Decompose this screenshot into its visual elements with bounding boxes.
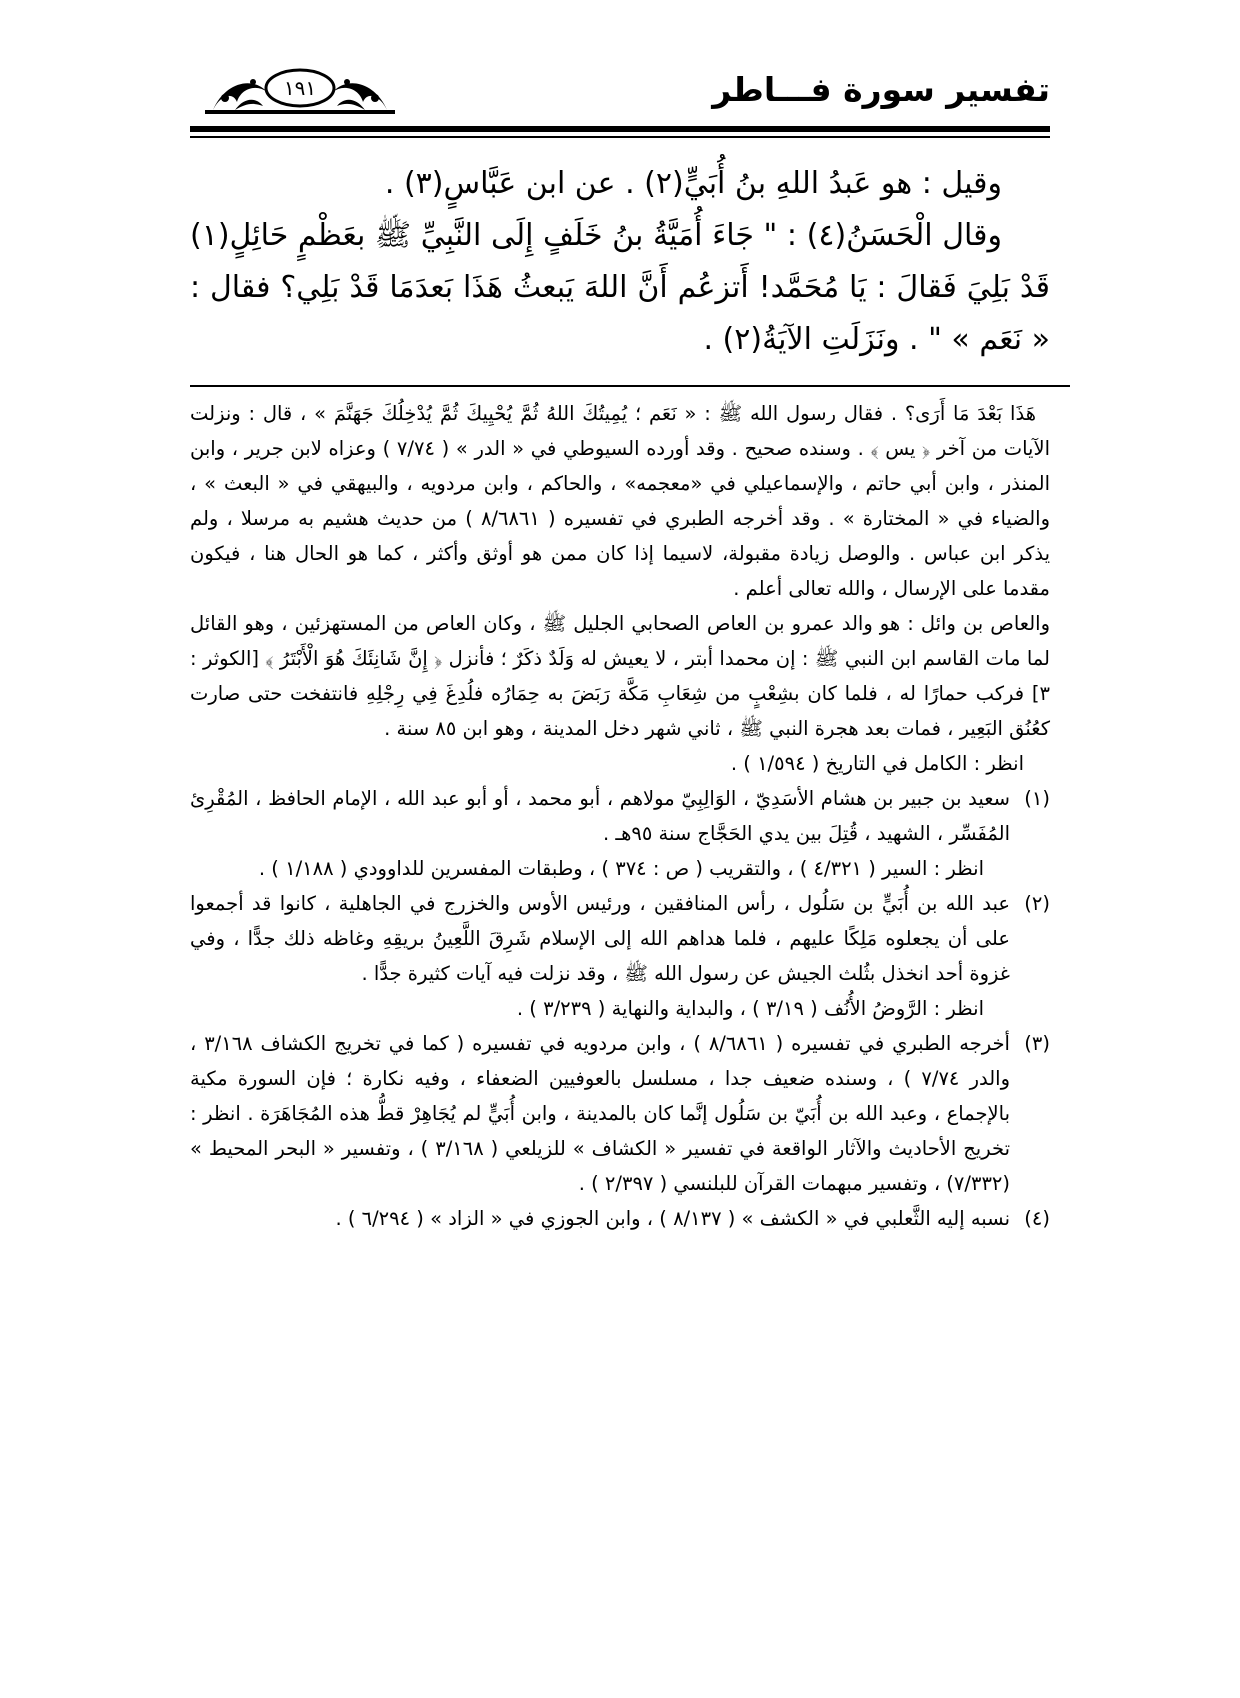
- footnote-3: [190, 1026, 1050, 1201]
- footnote-2: [190, 886, 1050, 1026]
- footnote-text: نسبه إليه الثَّعلبي في « الكشف » ( ٨/١٣٧ ) ، وابن الجوزي في « الزاد » ( ٦/٢٩٤ ) .: [335, 1207, 1010, 1230]
- main-text: [190, 158, 1050, 366]
- footnote-continuation-ref: انظر : الكامل في التاريخ ( ١/٥٩٤ ) .: [730, 752, 1024, 775]
- page-number-badge: [205, 62, 395, 120]
- header-rule-thick: [190, 126, 1050, 132]
- footnote-ref: انظر : الرَّوضُ الأُنُف ( ٣/١٩ ) ، والبداية والنهاية ( ٣/٢٣٩ ) .: [516, 997, 984, 1020]
- header-rule-thin: [190, 136, 1050, 138]
- book-title: تفسير سورة فـــاطر: [712, 70, 1050, 109]
- footnote-1: [190, 781, 1050, 886]
- footnote-continuation: هَذَا بَعْدَ مَا أَرَى؟ . فقال رسول الله ﷺ : « نَعَم ؛ يُمِيتُكَ اللهُ ثُمَّ يُحْيِيكَ ثُمَّ يُدْخِلُكَ جَهَنَّمَ » ، قال : ونزلت الآيات من آخر ﴿ يس ﴾ . وسنده صحيح . وقد أورده السيوطي في « الدر » ( ٧/٧٤ ) وعزاه لابن جرير ، وابن المنذر ، وابن أبي حاتم ، والإسماعيلي في «معجمه» ، والحاكم ، وابن مردويه ، والبيهقي في « البعث » ، والضياء في « المختارة » . وقد أخرجه الطبري في تفسيره ( ٨/٦٨٦١ ) من حديث هشيم به مرسلا ، ولم يذكر ابن عباس . والوصل زيادة مقبولة، لاسيما إذا كان ممن هو أوثق وأكثر ، كما هو الحال هنا ، فيكون مقدما على الإرسال ، والله تعالى أعلم .: [190, 402, 1050, 600]
- footnote-ref: انظر : السير ( ٤/٣٢١ ) ، والتقريب ( ص : ٣٧٤ ) ، وطبقات المفسرين للداوودي ( ١/١٨٨ ) .: [258, 857, 984, 880]
- page-header: [190, 62, 1050, 132]
- footnote-separator: [190, 385, 1070, 387]
- page-number: ١٩١: [283, 76, 317, 100]
- footnote-4: [190, 1201, 1050, 1236]
- footnote-text: عبد الله بن أُبَيٍّ بن سَلُول ، رأس المنافقين ، ورئيس الأوس والخزرج في الجاهلية ، كانوا قد أجمعوا على أن يجعلوه مَلِكًا عليهم ، فلما هداهم الله إلى الإسلام شَرِقَ اللَّعِينُ بريقِهِ وغاظه ذلك جدًّا ، وفي غزوة أحد انخذل بثُلث الجيش عن رسول الله ﷺ ، وقد نزلت فيه آيات كثيرة جدًّا .: [190, 892, 1010, 985]
- main-paragraph-2: وقال الْحَسَنُ(٤) : " جَاءَ أُمَيَّةُ بنُ خَلَفٍ إِلَى النَّبِيِّ ﷺ بعَظْمٍ حَائِلٍ(١) قَدْ بَلِيَ فَقالَ : يَا مُحَمَّد! أَتزعُم أَنَّ اللهَ يَبعثُ هَذَا بَعدَمَا قَدْ بَلِي؟ فقال : « نَعَم » " . ونَزَلَتِ الآيَةُ(٢) .: [190, 218, 1050, 357]
- footnote-continuation-as: والعاص بن وائل : هو والد عمرو بن العاص الصحابي الجليل ﷺ ، وكان العاص من المستهزئين ، وهو القائل لما مات القاسم ابن النبي ﷺ : إن محمدا أبتر ، لا يعيش له وَلَدٌ ذكَرٌ ؛ فأنزل ﴿ إِنَّ شَانِئَكَ هُوَ الْأَبْتَرُ ﴾ [الكوثر : ٣] فركب حمارًا له ، فلما كان بشِعْبٍ من شِعَابِ مَكَّة رَبَضَ به حِمَارُه فلُدِغَ فِي رِجْلِهِ فانتفخت حتى صارت كعُنُق البَعِير ، فمات بعد هجرة النبي ﷺ ، ثاني شهر دخل المدينة ، وهو ابن ٨٥ سنة .: [190, 612, 1050, 740]
- footnotes-section: [190, 396, 1050, 1236]
- footnote-number[interactable]: (٣): [1024, 1032, 1050, 1055]
- main-paragraph-1: وقيل : هو عَبدُ اللهِ بنُ أُبَيٍّ(٢) . عن ابن عَبَّاسٍ(٣) .: [384, 166, 1002, 201]
- footnote-text: سعيد بن جبير بن هشام الأسَدِيّ ، الوَالِبِيّ مولاهم ، أبو محمد ، أو أبو عبد الله ، الإمام الحافظ ، المُقْرِئ المُفَسِّر ، الشهيد ، قُتِلَ بين يدي الحَجَّاج سنة ٩٥هـ .: [190, 787, 1010, 845]
- footnote-number[interactable]: (١): [1024, 787, 1050, 810]
- footnote-number[interactable]: (٢): [1024, 892, 1050, 915]
- footnote-number[interactable]: (٤): [1024, 1207, 1050, 1230]
- footnote-text: أخرجه الطبري في تفسيره ( ٨/٦٨٦١ ) ، وابن مردويه في تفسيره ( كما في تخريج الكشاف ٣/١٦٨ ، والدر ٧/٧٤ ) ، وسنده ضعيف جدا ، مسلسل بالعوفيين الضعفاء ، وفيه نكارة ؛ فإن السورة مكية بالإجماع ، وعبد الله بن أُبَيّ بن سَلُول إنَّما كان بالمدينة ، وابن أُبَيٍّ لم يُجَاهِرْ قطُّ هذه المُجَاهَرَة . انظر : تخريج الأحاديث والآثار الواقعة في تفسير « الكشاف » للزيلعي ( ٣/١٦٨ ) ، وتفسير « البحر المحيط » (٧/٣٣٢) ، وتفسير مبهمات القرآن للبلنسي ( ٢/٣٩٧ ) .: [190, 1032, 1011, 1195]
